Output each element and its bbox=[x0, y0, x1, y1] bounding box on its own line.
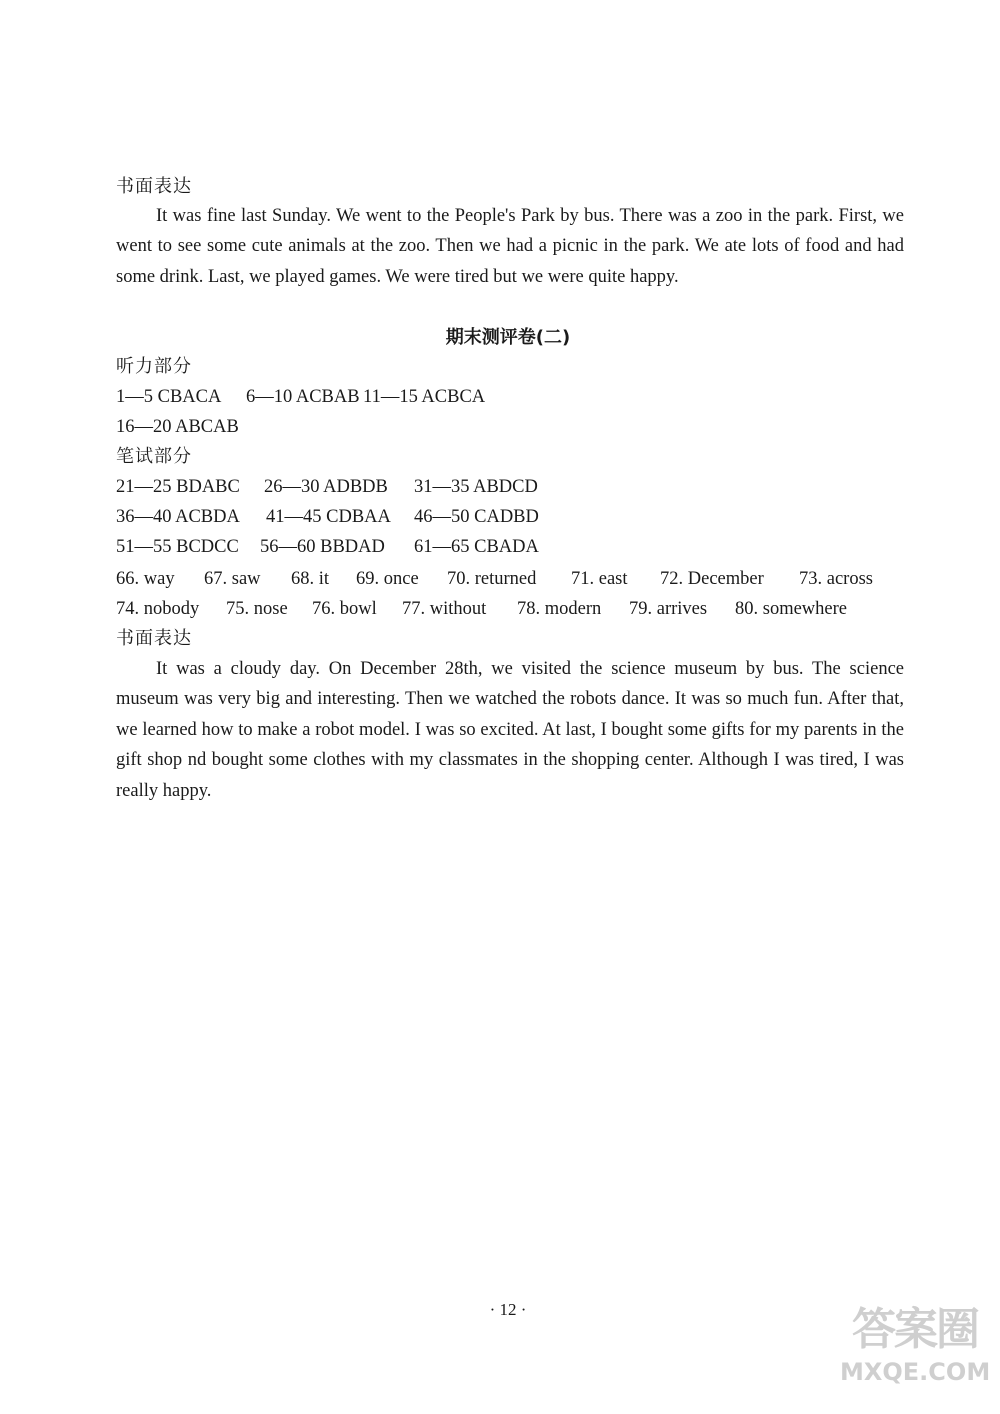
word-row-2 bbox=[116, 594, 847, 624]
answer-group: 46—50 CADBD bbox=[414, 507, 539, 527]
word-answer: 76. bowl bbox=[312, 599, 377, 619]
word-answer: 68. it bbox=[291, 569, 330, 589]
answer-group: 1—5 CBACA bbox=[116, 387, 222, 407]
listening-heading: 听力部分 bbox=[116, 356, 192, 377]
essay-2-block bbox=[116, 654, 904, 806]
word-answer: 72. December bbox=[660, 569, 764, 589]
page-number: · 12 · bbox=[489, 1300, 527, 1319]
essay-1: It was fine last Sunday. We went to the People's Park by bus. There was a zoo in the park. First, we went to see some cute animals at the zoo. Then we had a picnic in the park. We ate lots of food and had some drink. Last, we played games. We were tired but we were quite happy. bbox=[116, 206, 904, 287]
word-answer: 67. saw bbox=[204, 569, 261, 589]
word-answer: 80. somewhere bbox=[735, 599, 847, 619]
answer-group: 36—40 ACBDA bbox=[116, 507, 240, 527]
answer-group: 11—15 ACBCA bbox=[363, 387, 486, 407]
watermark-domain: MXQE.COM bbox=[840, 1358, 991, 1386]
word-answer: 71. east bbox=[571, 569, 628, 589]
word-answer: 70. returned bbox=[447, 569, 537, 589]
answer-group: 21—25 BDABC bbox=[116, 477, 240, 497]
answer-group: 6—10 ACBAB bbox=[246, 387, 360, 407]
written-heading: 笔试部分 bbox=[116, 446, 192, 467]
writing-heading-2: 书面表达 bbox=[116, 628, 192, 649]
word-answer: 79. arrives bbox=[629, 599, 708, 619]
word-answer: 78. modern bbox=[517, 599, 602, 619]
essay-2: It was a cloudy day. On December 28th, we visited the science museum by bus. The science museum was very big and interesting. Then we watched the robots dance. It was so much fun. After that, we learned how to make a robot model. I was so excited. At last, I bought some gifts for my parents in the gift shop nd bought some clothes with my classmates in the shopping center. Although I was tired, I was really happy. bbox=[116, 659, 904, 801]
word-answer: 66. way bbox=[116, 569, 175, 589]
listening-row-2 bbox=[116, 412, 239, 442]
written-row-2 bbox=[116, 502, 539, 532]
answer-group: 41—45 CDBAA bbox=[266, 507, 391, 527]
essay-1-block bbox=[116, 201, 904, 292]
answer-group: 56—60 BBDAD bbox=[260, 537, 385, 557]
word-answer: 69. once bbox=[356, 569, 419, 589]
written-row-3 bbox=[116, 532, 539, 562]
word-row-1 bbox=[116, 564, 873, 594]
word-answer: 77. without bbox=[402, 599, 487, 619]
word-answer: 75. nose bbox=[226, 599, 288, 619]
answer-group: 61—65 CBADA bbox=[414, 537, 539, 557]
answer-group: 16—20 ABCAB bbox=[116, 417, 239, 437]
section-title: 期末测评卷(二) bbox=[445, 327, 571, 348]
site-watermark bbox=[840, 1302, 990, 1402]
written-row-1 bbox=[116, 472, 538, 502]
writing-heading-1: 书面表达 bbox=[116, 176, 192, 197]
watermark-logo-text: 答案圈 bbox=[852, 1304, 978, 1355]
answer-group: 31—35 ABDCD bbox=[414, 477, 538, 497]
word-answer: 73. across bbox=[799, 569, 873, 589]
answer-group: 51—55 BCDCC bbox=[116, 537, 239, 557]
listening-row-1 bbox=[116, 382, 485, 412]
word-answer: 74. nobody bbox=[116, 599, 200, 619]
answer-group: 26—30 ADBDB bbox=[264, 477, 388, 497]
